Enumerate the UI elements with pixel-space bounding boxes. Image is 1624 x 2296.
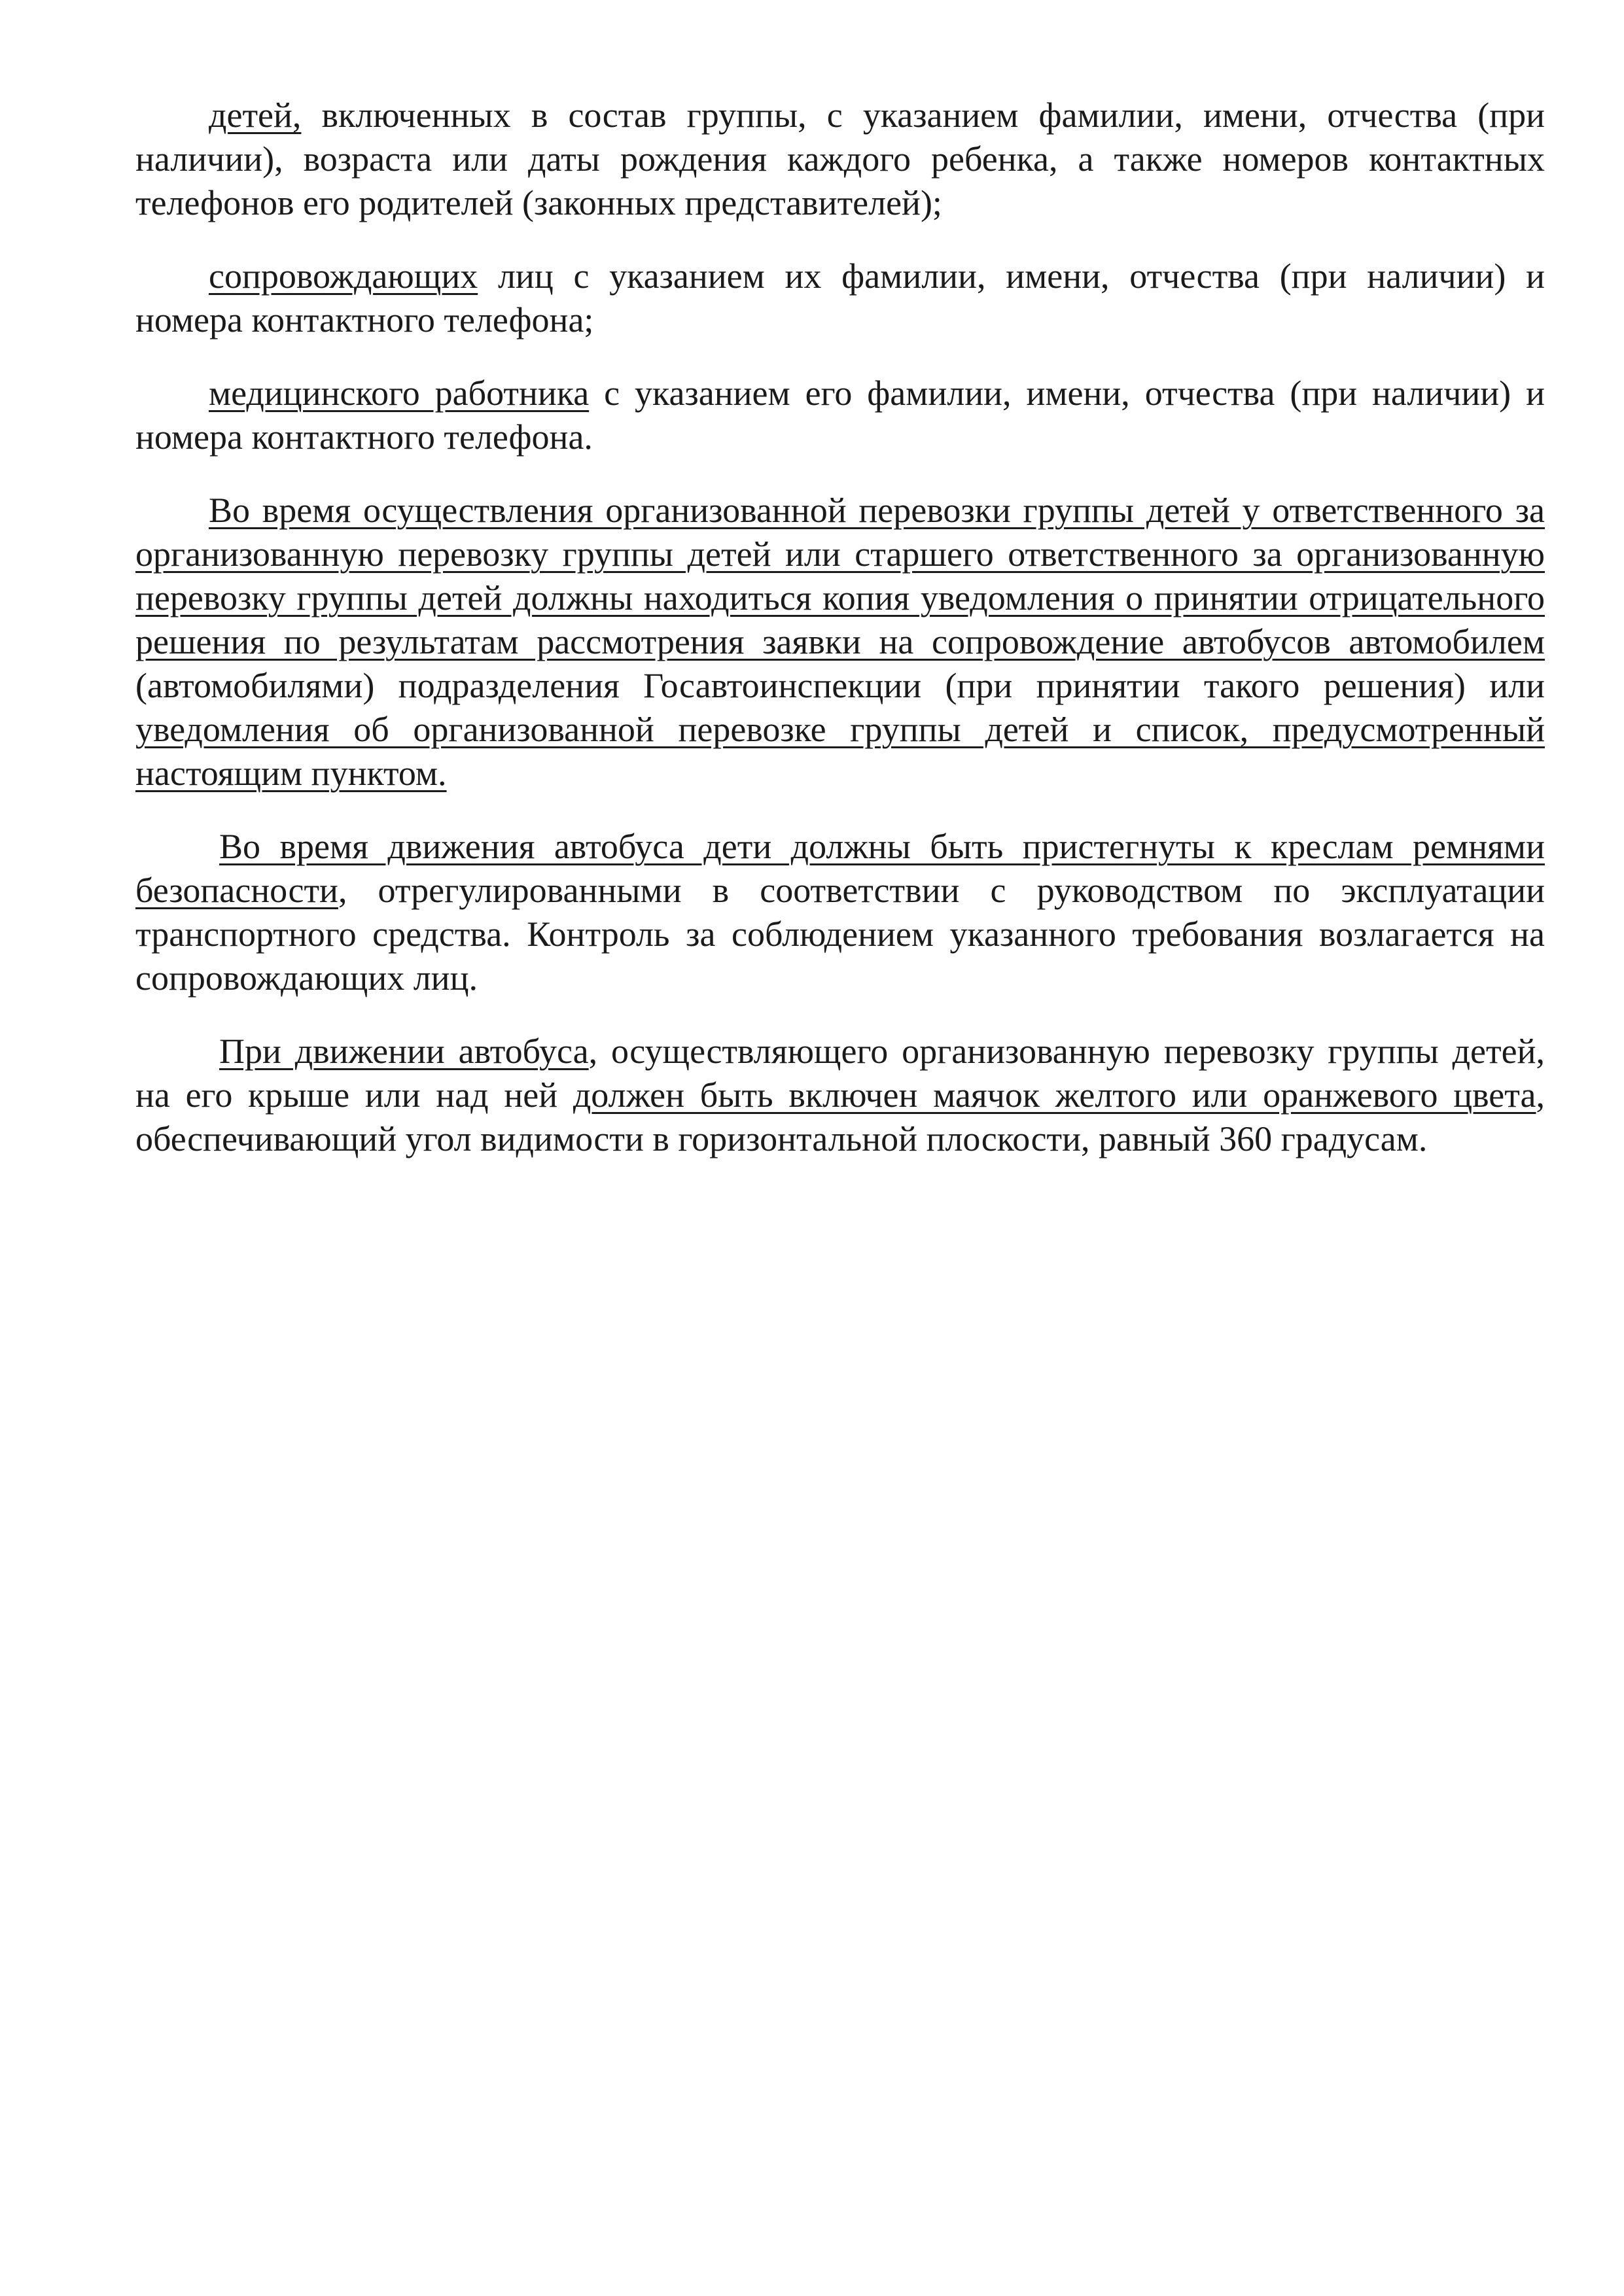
paragraph-text: (автомобилями) подразделения Госавтоинспекции (при принятии такого решения) или: [135, 666, 1545, 705]
underlined-text: уведомления об организованной перевозке группы детей и список, предусмотренный настоящим пунктом.: [135, 710, 1545, 793]
paragraph-children-list: [135, 94, 1545, 225]
underlined-text: медицинского работника: [209, 374, 590, 413]
underlined-text: детей,: [209, 96, 302, 135]
paragraph-text: , отрегулированными в соответствии с руководством по эксплуатации транспортного средства. Контроль за соблюдением указанного требования возлагается на сопровождающих лиц.: [135, 871, 1545, 998]
paragraph-text: с указанием его фамилии, имени, отчества (при наличии) и номера контактного телефона.: [135, 374, 1545, 457]
paragraph-text: , обеспечивающий угол видимости в горизонтальной плоскости, равный 360 градусам.: [135, 1075, 1545, 1158]
paragraph-documents-during-transport: [135, 489, 1545, 795]
underlined-text: сопровождающих: [209, 256, 478, 296]
underlined-text: При движении автобуса: [219, 1032, 589, 1071]
paragraph-text: лиц с указанием их фамилии, имени, отчества (при наличии) и номера контактного телефона;: [135, 256, 1545, 339]
paragraph-text: , осуществляющего организованную перевозку группы детей, на его крыше или над ней: [135, 1032, 1545, 1115]
paragraph-text: включенных в состав группы, с указанием фамилии, имени, отчества (при наличии), возраста или даты рождения каждого ребенка, а также номеров контактных телефонов его родителей (законных представителей);: [135, 96, 1545, 222]
paragraph-escorts: [135, 254, 1545, 342]
paragraph-medical-worker: [135, 372, 1545, 459]
underlined-text: должен быть включен маячок желтого или оранжевого цвета: [573, 1075, 1536, 1115]
document-page: [135, 94, 1545, 1191]
paragraph-seat-belts: [135, 825, 1545, 1000]
underlined-text: Во время движения автобуса дети должны быть пристегнуты к креслам ремнями безопасности: [135, 827, 1545, 910]
underlined-text: Во время осуществления организованной перевозки группы детей у ответственного за организованную перевозку группы детей или старшего ответственного за организованную перевозку группы детей должны находиться копия уведомления о принятии отрицательного решения по результатам рассмотрения заявки на сопровождение автобусов автомобилем: [135, 491, 1545, 661]
paragraph-beacon: [135, 1030, 1545, 1161]
